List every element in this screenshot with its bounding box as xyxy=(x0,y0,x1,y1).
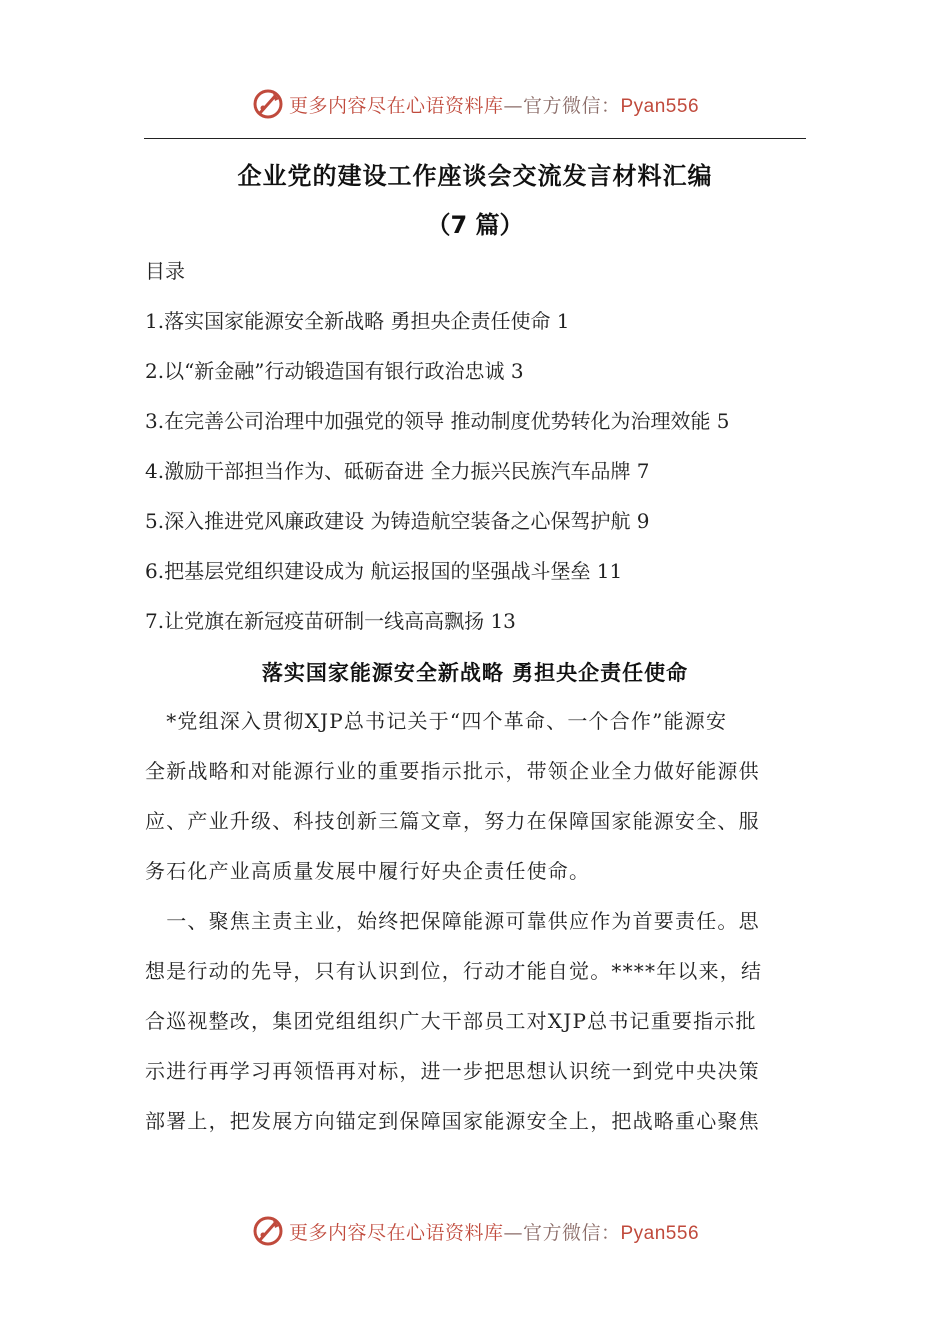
toc-item: 4.激励干部担当作为、砥砺奋进 全力振兴民族汽车品牌 7 xyxy=(145,459,650,483)
body-line: 示进行再学习再领悟再对标，进一步把思想认识统一到党中央决策 xyxy=(145,1059,760,1083)
toc-item: 2.以“新金融”行动锻造国有银行政治忠诚 3 xyxy=(145,359,524,383)
toc-heading: 目录 xyxy=(145,259,185,283)
toc-item: 7.让党旗在新冠疫苗研制一线高高飘扬 13 xyxy=(145,609,516,633)
body-line: 一、聚焦主责主业，始终把保障能源可靠供应作为首要责任。思 xyxy=(145,909,760,933)
toc-item: 5.深入推进党风廉政建设 为铸造航空装备之心保驾护航 9 xyxy=(145,509,650,533)
toc-item: 1.落实国家能源安全新战略 勇担央企责任使命 1 xyxy=(145,309,570,333)
document-count: （7 篇） xyxy=(426,211,524,239)
body-line: 全新战略和对能源行业的重要指示批示，带领企业全力做好能源供 xyxy=(145,759,760,783)
watermark-brand: 更多内容尽在心语资料库 xyxy=(288,94,504,117)
body-line: 部署上，把发展方向锚定到保障国家能源安全上，把战略重心聚焦 xyxy=(145,1109,760,1133)
toc-item: 3.在完善公司治理中加强党的领导 推动制度优势转化为治理效能 5 xyxy=(145,409,730,433)
body-line: 应、产业升级、科技创新三篇文章，努力在保障国家能源安全、服 xyxy=(145,809,760,833)
section-title: 落实国家能源安全新战略 勇担央企责任使命 xyxy=(261,661,689,685)
watermark-wechat-id: Pyan556 xyxy=(620,1222,700,1244)
seal-pen-icon xyxy=(251,87,285,121)
header-divider xyxy=(144,138,806,139)
watermark-wechat-id: Pyan556 xyxy=(620,95,700,117)
watermark-brand: 更多内容尽在心语资料库 xyxy=(288,1221,504,1244)
body-line: 想是行动的先导，只有认识到位，行动才能自觉。****年以来，结 xyxy=(145,959,763,983)
watermark-banner-bottom xyxy=(0,1209,950,1253)
document-title: 企业党的建设工作座谈会交流发言材料汇编 xyxy=(237,162,713,190)
body-line: 务石化产业高质量发展中履行好央企责任使命。 xyxy=(145,859,591,883)
watermark-banner-top xyxy=(0,82,950,126)
seal-pen-icon xyxy=(251,1214,285,1248)
watermark-text xyxy=(289,1218,699,1245)
body-line: 合巡视整改，集团党组组织广大干部员工对XJP总书记重要指示批 xyxy=(145,1009,757,1033)
toc-item: 6.把基层党组织建设成为 航运报国的坚强战斗堡垒 11 xyxy=(145,559,623,583)
body-line: *党组深入贯彻XJP总书记关于“四个革命、一个合作”能源安 xyxy=(145,709,728,733)
watermark-separator: —官方微信： xyxy=(503,1221,621,1244)
watermark-separator: —官方微信： xyxy=(503,94,621,117)
watermark-text xyxy=(289,91,699,118)
